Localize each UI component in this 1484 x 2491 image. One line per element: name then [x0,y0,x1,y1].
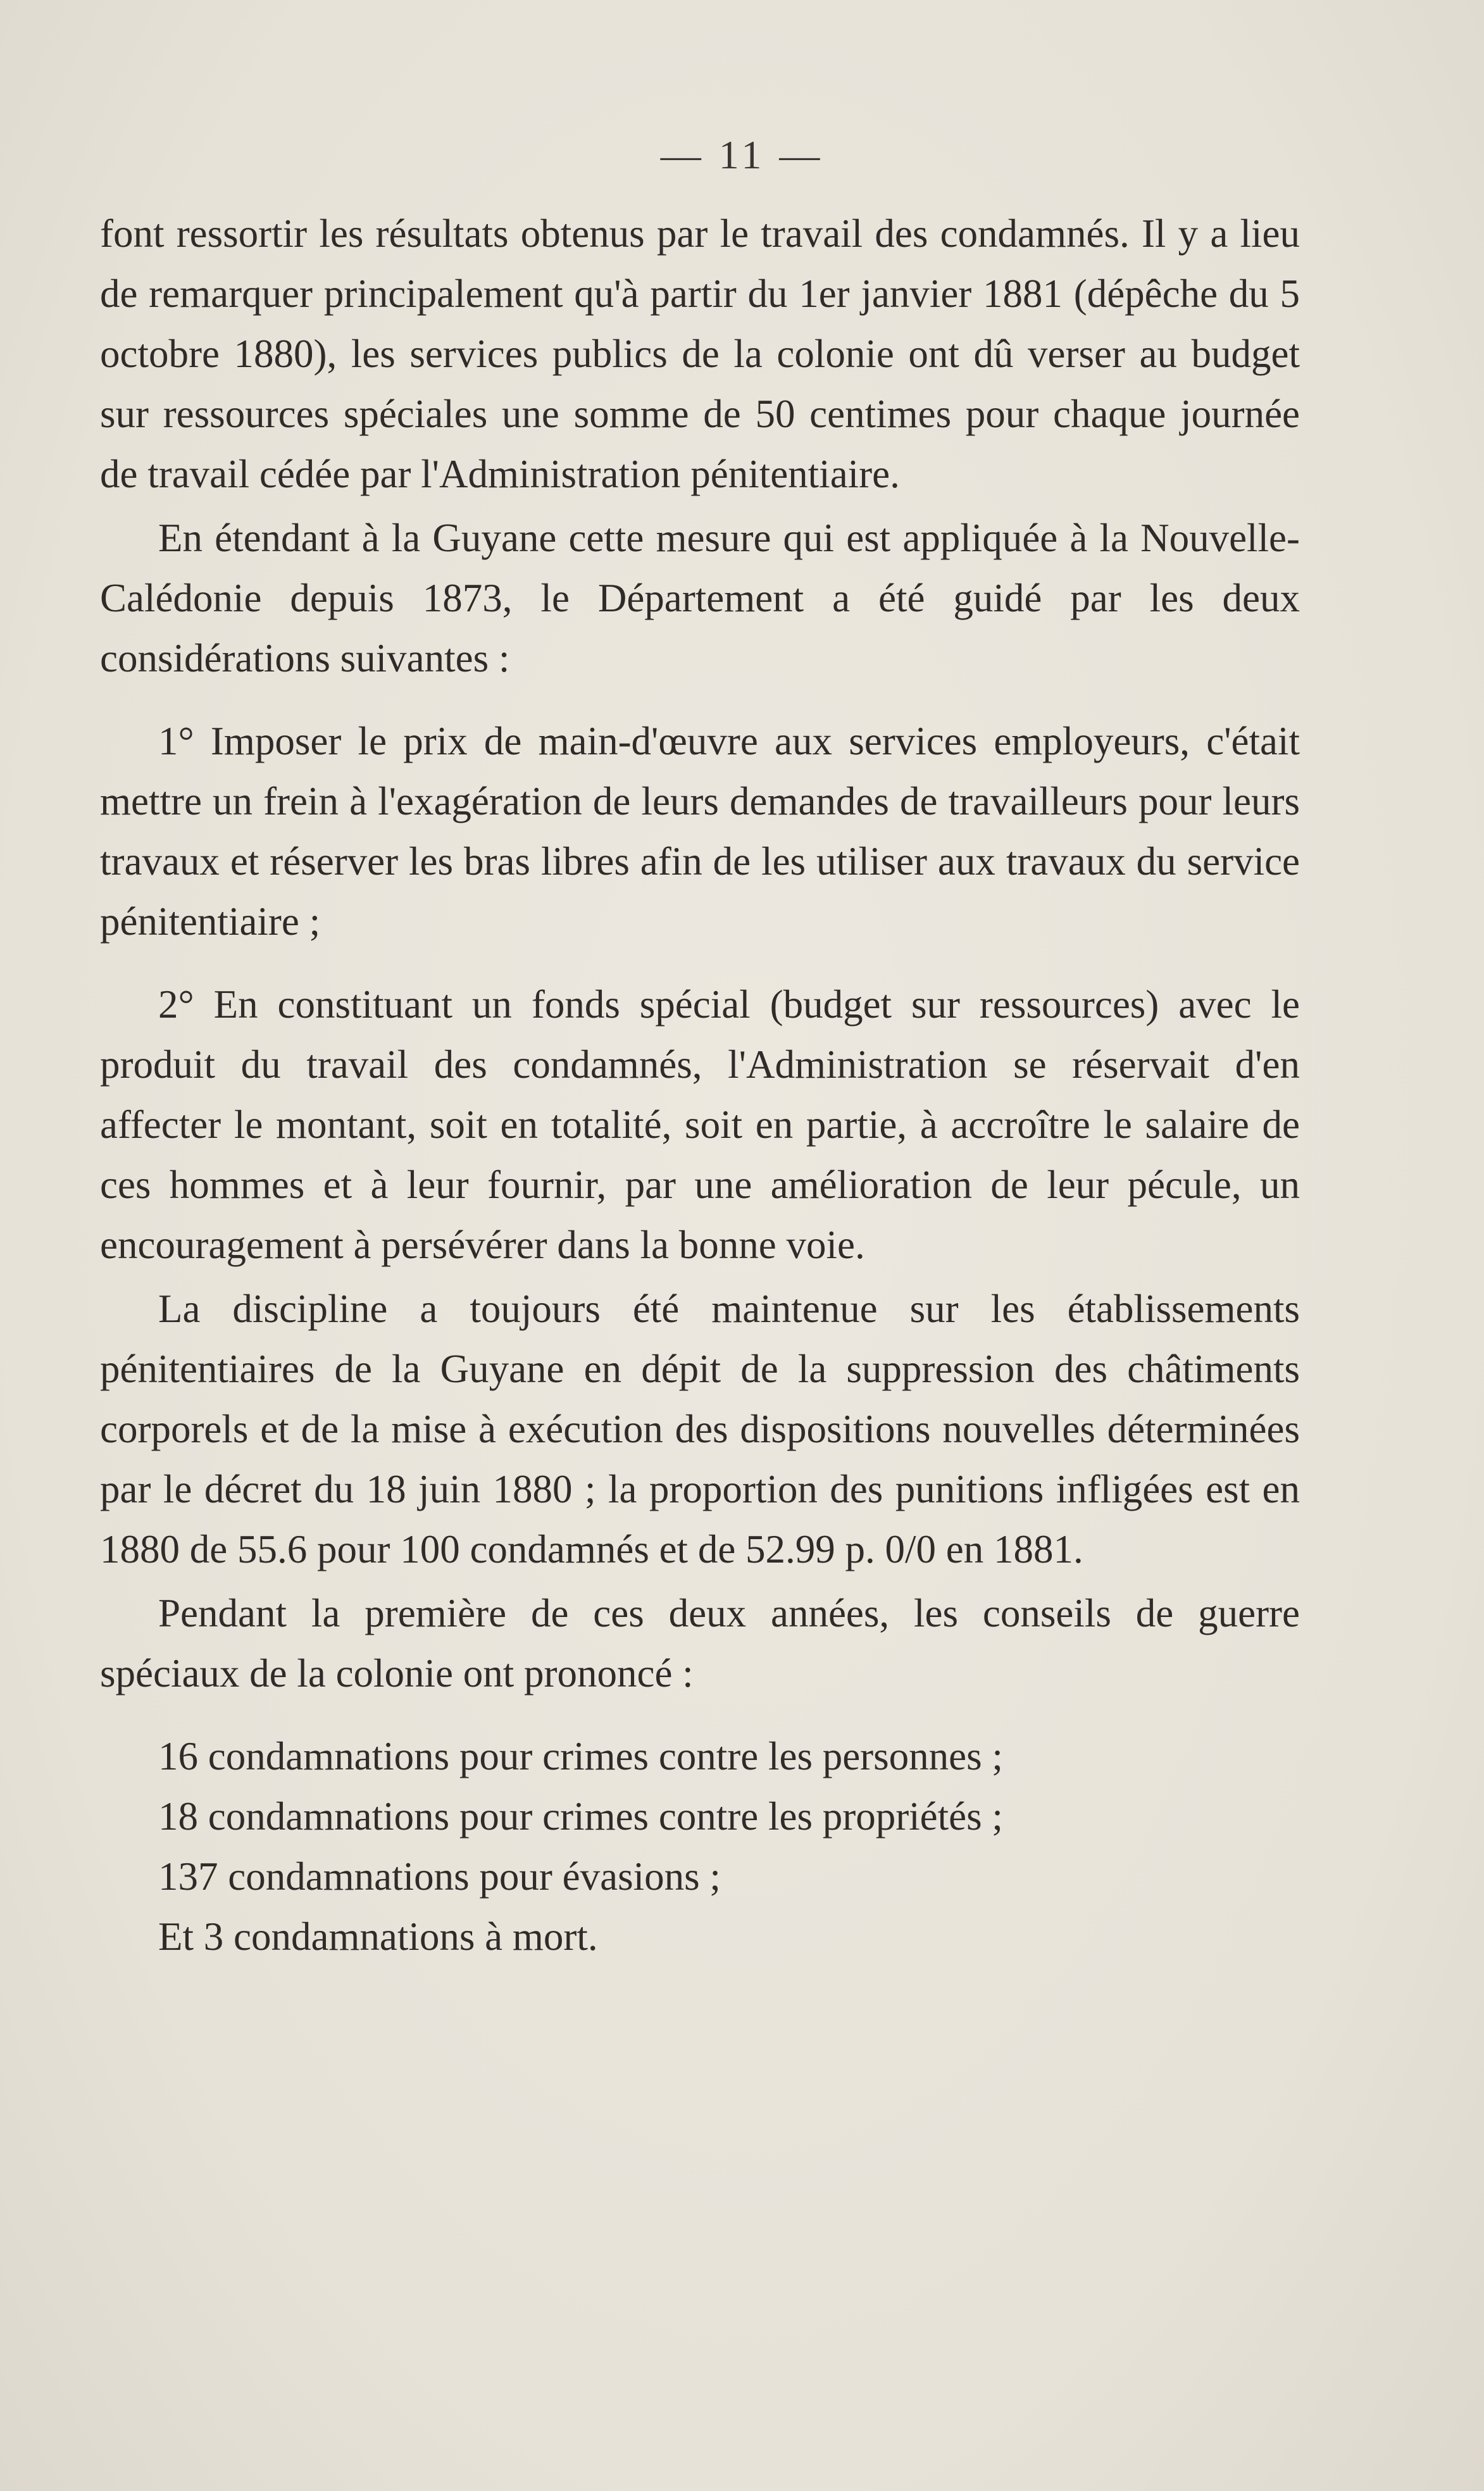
paragraph-consideration-2: 2° En constituant un fonds spécial (budget sur ressources) avec le produit du travail des condamnés, l'Administration se réservait d'en affecter le montant, soit en totalité, soit en partie, à accroître le salaire de ces hommes et à leur fournir, par une amélioration de leur pécule, un encouragement à persévérer dans la bonne voie. [100,982,1300,1267]
list-item: 137 condamnations pour évasions ; [158,1854,721,1899]
paragraph-consideration-1: 1° Imposer le prix de main-d'œuvre aux services employeurs, c'était mettre un frein à l'exagération de leurs demandes de travailleurs pour leurs travaux et réserver les bras libres afin de les utiliser aux travaux du service pénitentiaire ; [100,719,1300,944]
paragraph-conseils-de-guerre: Pendant la première de ces deux années, les conseils de guerre spéciaux de la colonie ont prononcé : [100,1591,1300,1695]
body-text [100,204,1300,1967]
page-number: — 11 — [660,132,824,177]
paragraph-continued: font ressortir les résultats obtenus par le travail des condamnés. Il y a lieu de remarquer principalement qu'à partir du 1er janvier 1881 (dépêche du 5 octobre 1880), les services publics de la colonie ont dû verser au budget sur ressources spéciales une somme de 50 centimes pour chaque journée de travail cédée par l'Administration pénitentiaire. [100,211,1300,496]
list-item: 16 condamnations pour crimes contre les personnes ; [158,1734,1003,1778]
condemnations-list [100,1726,1300,1967]
paragraph-guyane-measure: En étendant à la Guyane cette mesure qui est appliquée à la Nouvelle-Calédonie depuis 1873, le Département a été guidé par les deux considérations suivantes : [100,516,1300,680]
paragraph-discipline: La discipline a toujours été maintenue sur les établissements pénitentiaires de la Guyane en dépit de la suppression des châtiments corporels et de la mise à exécution des dispositions nouvelles déterminées par le décret du 18 juin 1880 ; la proportion des punitions infligées est en 1880 de 55.6 pour 100 condamnés et de 52.99 p. 0/0 en 1881. [100,1287,1300,1571]
list-item: Et 3 condamnations à mort. [158,1914,598,1959]
list-item: 18 condamnations pour crimes contre les propriétés ; [158,1794,1003,1839]
